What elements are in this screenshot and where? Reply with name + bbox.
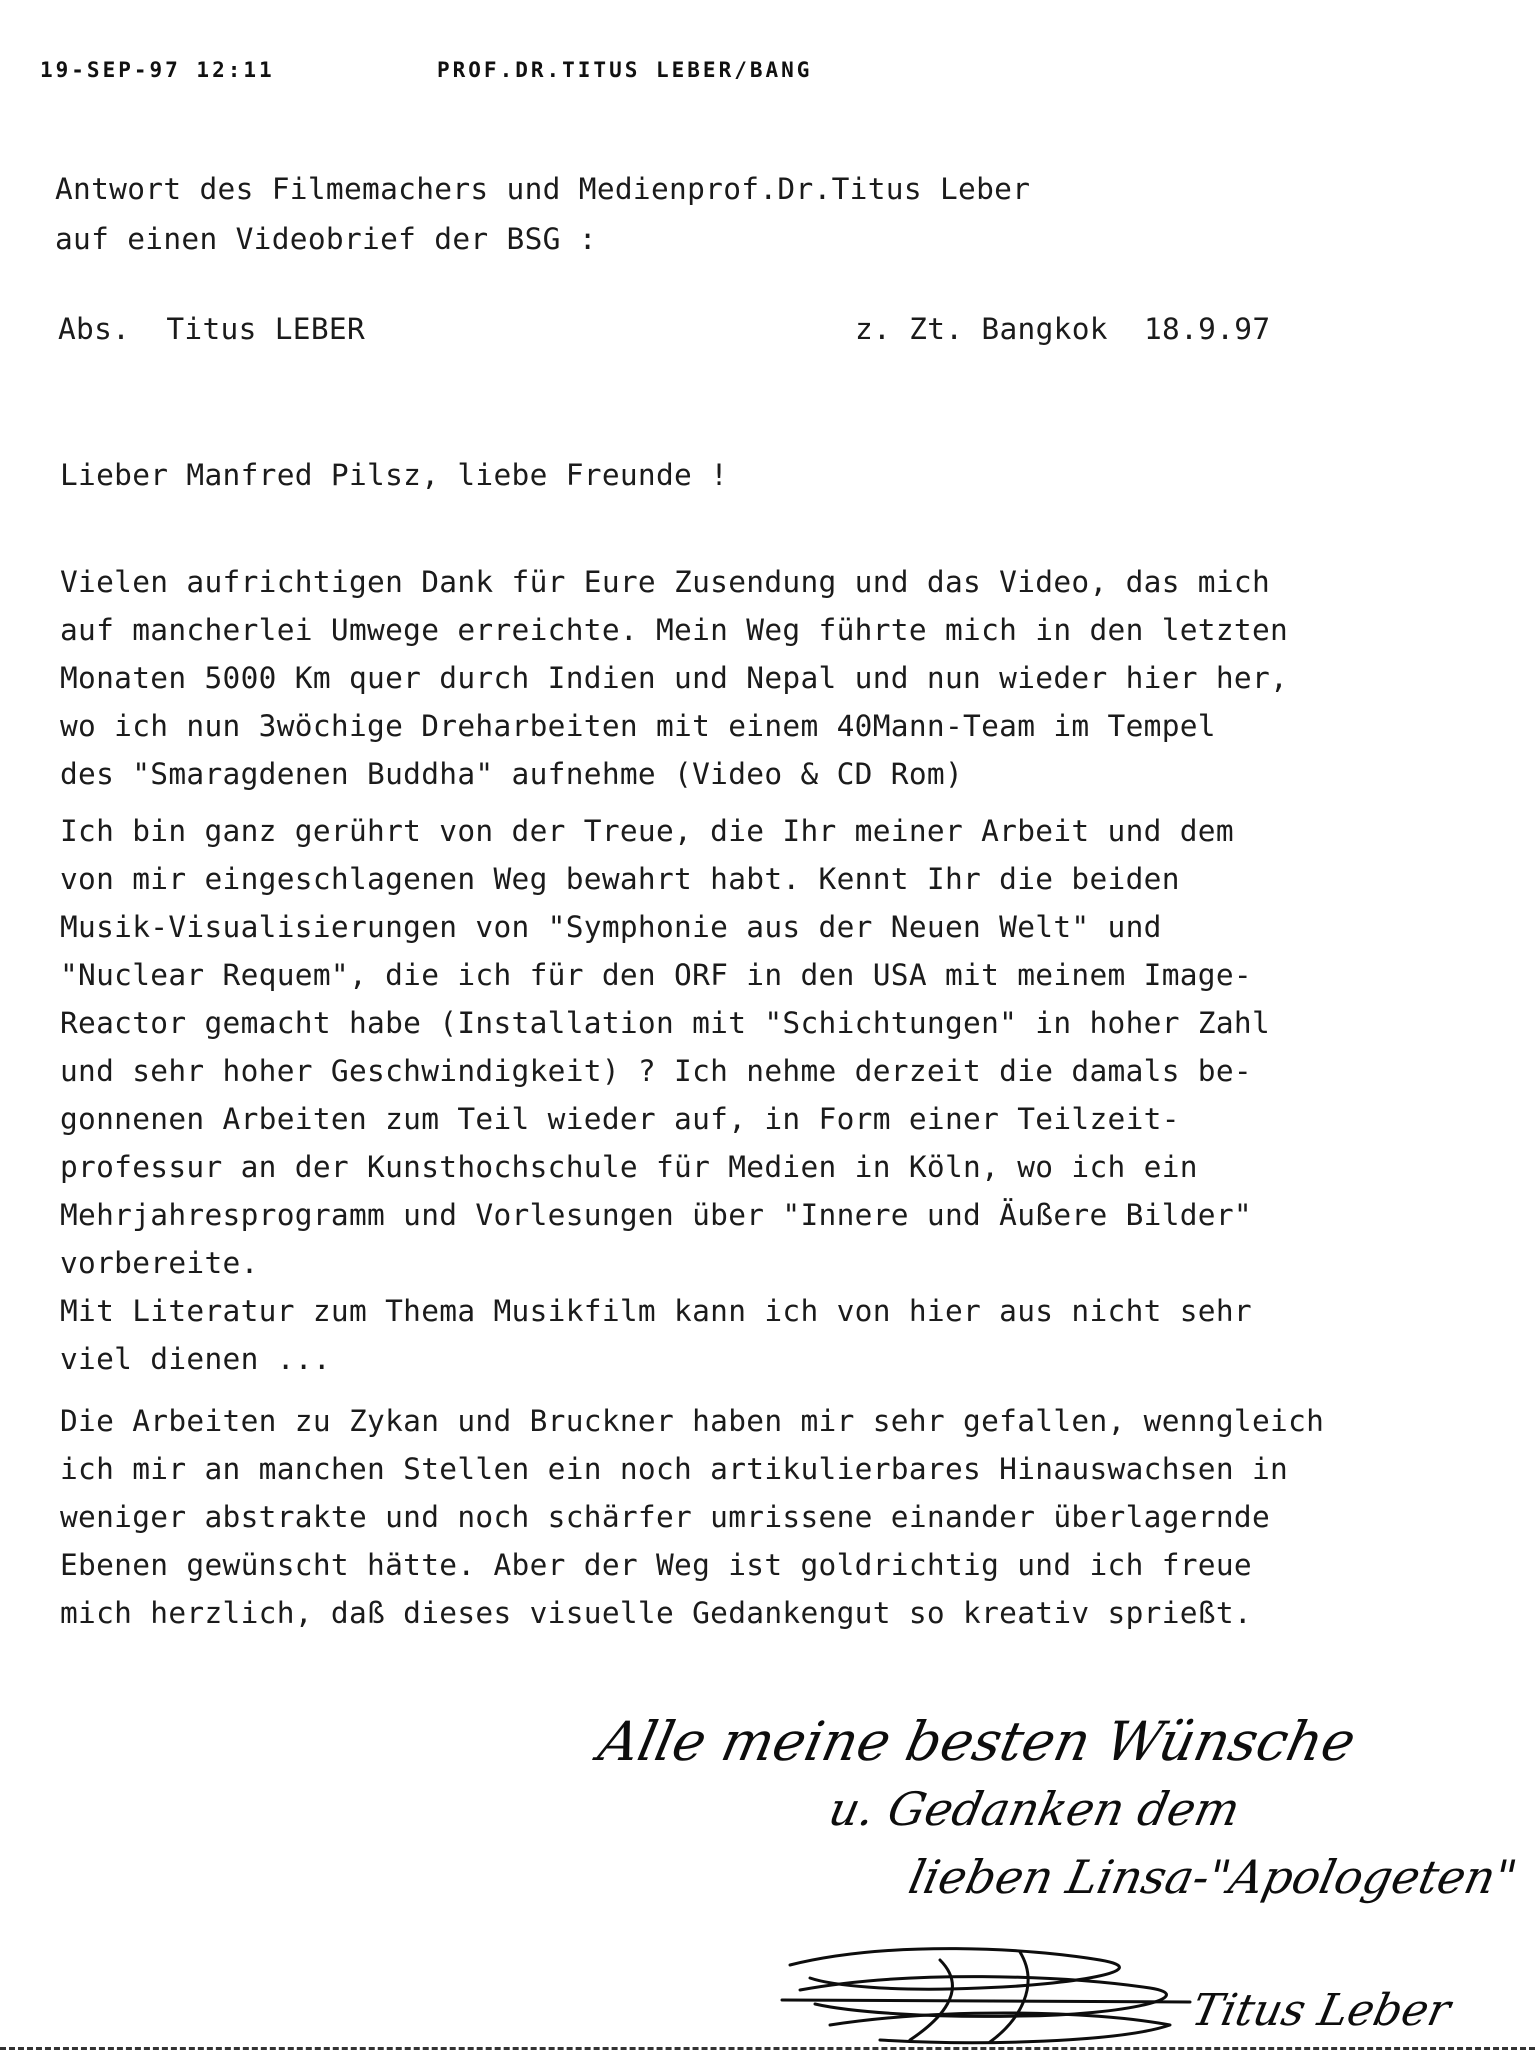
paragraph-line: auf mancherlei Umwege erreichte. Mein Weg führte mich in den letzten: [60, 613, 1289, 647]
handwritten-closing-line: Alle meine besten Wünsche: [593, 1710, 1362, 1773]
dashed-cut-line: [0, 2047, 1535, 2050]
paragraph-line: Reactor gemacht habe (Installation mit "Schichtungen" in hoher Zahl: [60, 1006, 1271, 1040]
paragraph-line: des "Smaragdenen Buddha" aufnehme (Video & CD Rom): [60, 757, 964, 791]
handwritten-closing-line: lieben Linsa-"Apologeten": [904, 1850, 1522, 1904]
paragraph-line: mich herzlich, daß dieses visuelle Gedankengut so kreativ sprießt.: [60, 1596, 1252, 1630]
fax-sender-id: PROF.DR.TITUS LEBER/BANG: [437, 58, 813, 82]
paragraph-line: ich mir an manchen Stellen ein noch artikulierbares Hinauswachsen in: [60, 1452, 1289, 1486]
paragraph-line: professur an der Kunsthochschule für Medien in Köln, wo ich ein: [60, 1150, 1198, 1184]
fax-timestamp: 19-SEP-97 12:11: [40, 58, 275, 82]
paragraph-line: wo ich nun 3wöchige Dreharbeiten mit einem 40Mann-Team im Tempel: [60, 709, 1216, 743]
paragraph-line: vorbereite.: [60, 1246, 259, 1280]
paragraph-line: weniger abstrakte und noch schärfer umrissene einander überlagernde: [60, 1500, 1271, 1534]
handwritten-signature: [770, 1930, 1490, 2050]
paragraph-line: "Nuclear Requem", die ich für den ORF in den USA mit meinem Image-: [60, 958, 1252, 992]
sender-line: Abs. Titus LEBER: [58, 312, 366, 346]
letter-paragraph: [60, 807, 1270, 1383]
paragraph-line: von mir eingeschlagenen Weg bewahrt habt. Kennt Ihr die beiden: [60, 862, 1180, 896]
fax-transmission-header: [40, 58, 813, 82]
paragraph-line: Mit Literatur zum Thema Musikfilm kann ich von hier aus nicht sehr: [60, 1294, 1252, 1328]
paragraph-line: und sehr hoher Geschwindigkeit) ? Ich nehme derzeit die damals be-: [60, 1054, 1252, 1088]
letter-paragraph: [60, 558, 1288, 798]
handwritten-closing-line: u. Gedanken dem: [824, 1782, 1245, 1836]
paragraph-line: Musik-Visualisierungen von "Symphonie aus der Neuen Welt" und: [60, 910, 1162, 944]
salutation: Lieber Manfred Pilsz, liebe Freunde !: [60, 458, 729, 492]
paragraph-line: Vielen aufrichtigen Dank für Eure Zusendung und das Video, das mich: [60, 565, 1271, 599]
intro-line: Antwort des Filmemachers und Medienprof.Dr.Titus Leber: [55, 172, 1031, 206]
paragraph-line: viel dienen ...: [60, 1342, 331, 1376]
paragraph-line: Die Arbeiten zu Zykan und Bruckner haben mir sehr gefallen, wenngleich: [60, 1404, 1325, 1438]
intro-line: auf einen Videobrief der BSG :: [55, 222, 597, 256]
paragraph-line: Ich bin ganz gerührt von der Treue, die Ihr meiner Arbeit und dem: [60, 814, 1234, 848]
paragraph-line: gonnenen Arbeiten zum Teil wieder auf, in Form einer Teilzeit-: [60, 1102, 1180, 1136]
paragraph-line: Ebenen gewünscht hätte. Aber der Weg ist goldrichtig und ich freue: [60, 1548, 1252, 1582]
signature-name: Titus Leber: [1187, 1985, 1455, 2036]
place-date-line: z. Zt. Bangkok 18.9.97: [855, 312, 1271, 346]
paragraph-line: Monaten 5000 Km quer durch Indien und Nepal und nun wieder hier her,: [60, 661, 1289, 695]
letter-paragraph: [60, 1397, 1324, 1637]
paragraph-line: Mehrjahresprogramm und Vorlesungen über "Innere und Äußere Bilder": [60, 1198, 1252, 1232]
